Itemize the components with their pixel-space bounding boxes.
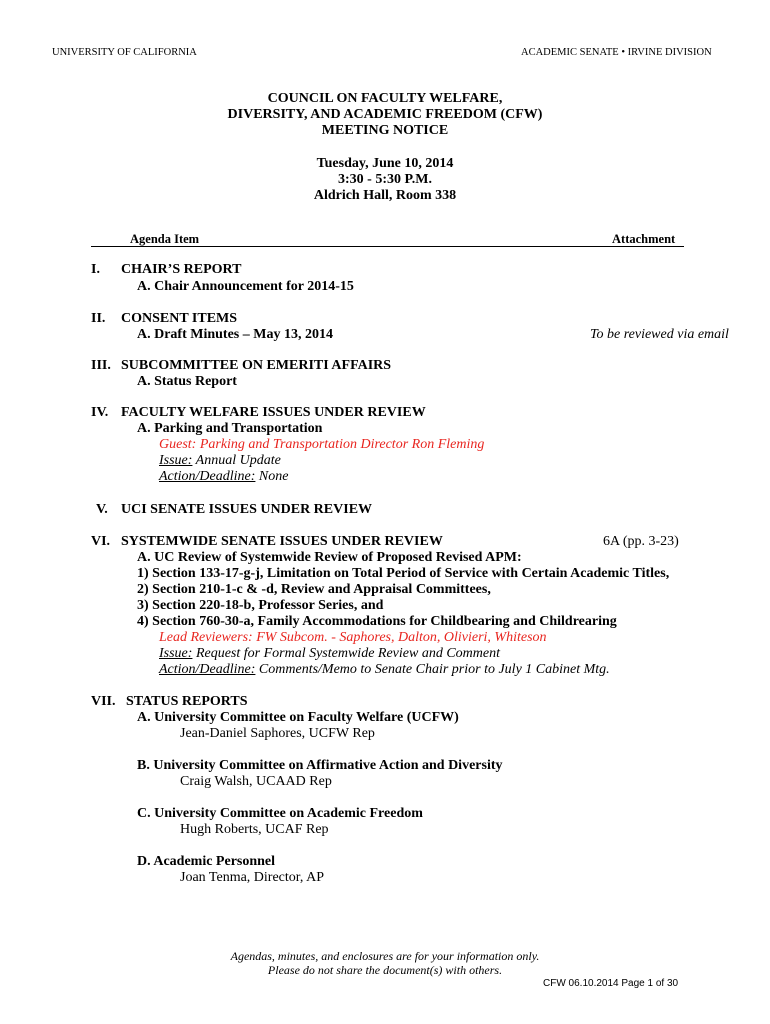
section-number: IV. [91,405,109,420]
attachment-note: To be reviewed via email [590,327,729,342]
section-number: VI. [91,534,111,549]
issue-label: Issue: [159,453,193,468]
section-title-consent-items: CONSENT ITEMS [121,311,238,326]
issue-text: Request for Formal Systemwide Review and Comment [192,646,500,661]
action-line [159,469,288,485]
meeting-location: Aldrich Hall, Room 338 [313,188,457,203]
agenda-item: A. UC Review of Systemwide Review of Proposed Revised APM: [137,550,522,565]
issue-text: Annual Update [192,453,281,468]
apm-section-line: 1) Section 133-17-g-j, Limitation on Total Period of Service with Certain Academic Titles, [137,566,670,581]
agenda-item: D. Academic Personnel [137,854,276,869]
page-title-line-2: DIVERSITY, AND ACADEMIC FREEDOM (CFW) [227,107,543,122]
issue-line [159,453,281,469]
agenda-item: A. University Committee on Faculty Welfare (UCFW) [137,710,459,725]
section-title-emeriti: SUBCOMMITTEE ON EMERITI AFFAIRS [121,358,392,373]
column-header-rule [91,246,684,247]
action-label: Action/Deadline: [159,469,256,484]
page-title-line-1: COUNCIL ON FACULTY WELFARE, [267,91,503,106]
meeting-date: Tuesday, June 10, 2014 [316,156,454,171]
representative: Jean-Daniel Saphores, UCFW Rep [180,726,375,741]
lead-reviewers-line: Lead Reviewers: FW Subcom. - Saphores, Dalton, Olivieri, Whiteson [159,630,547,645]
agenda-item: A. Status Report [137,374,237,389]
agenda-item: A. Chair Announcement for 2014-15 [137,279,354,294]
agenda-item-header: Agenda Item [130,232,200,246]
section-title-chairs-report: CHAIR’S REPORT [121,262,242,277]
issue-line [159,646,500,662]
action-label: Action/Deadline: [159,662,256,677]
attachment-reference: 6A (pp. 3-23) [603,534,679,549]
section-title-uci-senate: UCI SENATE ISSUES UNDER REVIEW [121,502,373,517]
attachment-header: Attachment [612,232,676,246]
footer-notice-line-2: Please do not share the document(s) with others. [267,963,503,977]
apm-section-line: 3) Section 220-18-b, Professor Series, and [137,598,384,613]
agenda-item: A. Parking and Transportation [137,421,323,436]
section-number: VII. [91,694,116,709]
header-right: ACADEMIC SENATE • IRVINE DIVISION [521,47,712,58]
agenda-item: C. University Committee on Academic Freedom [137,806,423,821]
header-left: UNIVERSITY OF CALIFORNIA [52,47,197,58]
page-title-line-3: MEETING NOTICE [321,123,449,138]
section-number: V. [96,502,108,517]
section-title-status-reports: STATUS REPORTS [126,694,248,709]
meeting-time: 3:30 - 5:30 P.M. [338,172,432,187]
section-number: III. [91,358,111,373]
agenda-item: A. Draft Minutes – May 13, 2014 [137,327,333,342]
action-line [159,662,610,678]
representative: Craig Walsh, UCAAD Rep [180,774,332,789]
footer-notice-line-1: Agendas, minutes, and enclosures are for your information only. [230,949,540,963]
representative: Joan Tenma, Director, AP [180,870,325,885]
section-number: I. [91,262,100,277]
page-number: CFW 06.10.2014 Page 1 of 30 [543,978,679,989]
apm-section-line: 2) Section 210-1-c & -d, Review and Appraisal Committees, [137,582,491,597]
section-title-systemwide: SYSTEMWIDE SENATE ISSUES UNDER REVIEW [121,534,443,549]
section-title-faculty-welfare: FACULTY WELFARE ISSUES UNDER REVIEW [121,405,426,420]
representative: Hugh Roberts, UCAF Rep [180,822,329,837]
issue-label: Issue: [159,646,193,661]
agenda-item: B. University Committee on Affirmative Action and Diversity [137,758,503,773]
guest-line: Guest: Parking and Transportation Director Ron Fleming [159,437,485,452]
apm-section-line: 4) Section 760-30-a, Family Accommodations for Childbearing and Childrearing [137,614,617,629]
section-number: II. [91,311,106,326]
action-text: None [255,469,289,484]
action-text: Comments/Memo to Senate Chair prior to July 1 Cabinet Mtg. [255,662,610,677]
